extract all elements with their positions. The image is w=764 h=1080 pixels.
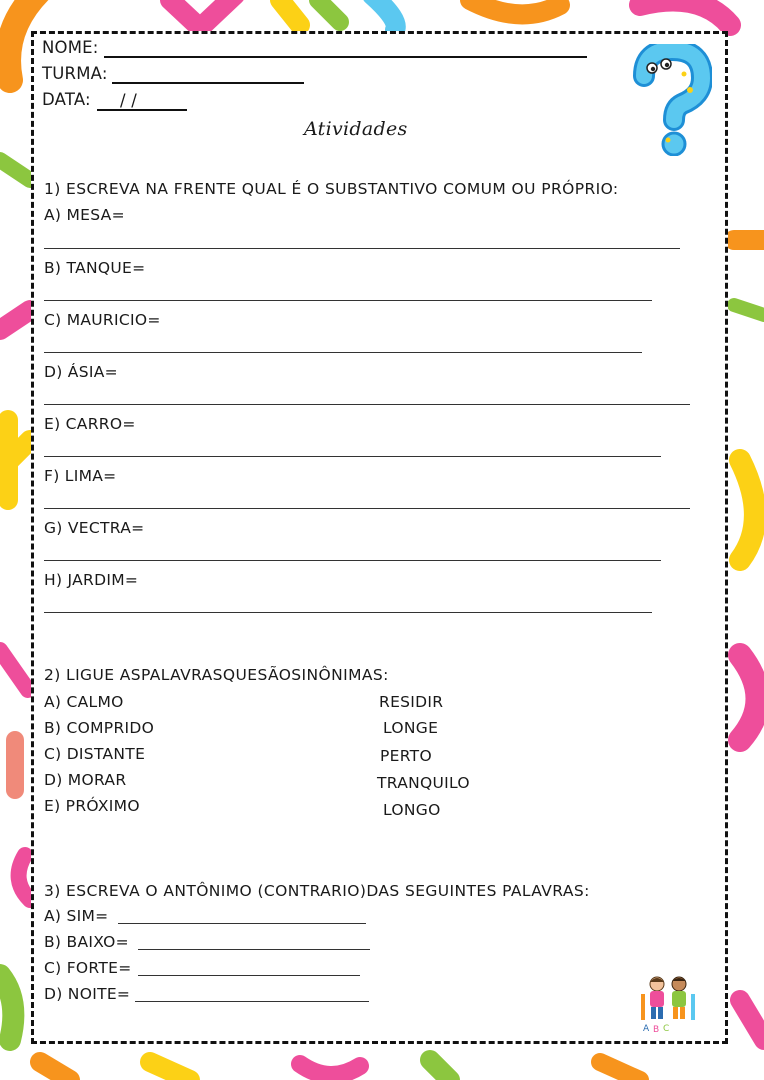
answer-line <box>44 248 680 249</box>
bg-letter-green-right <box>734 305 764 315</box>
q2-right-item: LONGE <box>383 719 439 737</box>
svg-text:A: A <box>643 1024 650 1034</box>
bg-letter-yellow-right <box>740 460 755 560</box>
date-slashes: / / <box>120 91 137 110</box>
q2-right-item: PERTO <box>380 747 432 765</box>
bg-letter-yellow-left <box>0 420 30 500</box>
q1-item: H) JARDIM= <box>44 571 139 589</box>
svg-text:B: B <box>653 1025 660 1034</box>
answer-line <box>44 560 661 561</box>
q2-right-item: RESIDIR <box>379 693 444 711</box>
answer-line <box>44 508 690 509</box>
answer-line <box>44 300 652 301</box>
answer-line <box>44 456 661 457</box>
answer-line <box>44 612 652 613</box>
bg-letter-pink-left-low <box>0 650 28 690</box>
q3-item: A) SIM= <box>44 907 109 925</box>
bg-letter-orange-bottom-right <box>600 1062 640 1080</box>
date-label: DATA: <box>42 90 91 109</box>
class-label: TURMA: <box>42 64 108 83</box>
class-line <box>112 82 304 84</box>
q3-item: C) FORTE= <box>44 959 132 977</box>
name-line <box>104 56 587 58</box>
q1-item: A) MESA= <box>44 206 125 224</box>
q2-prompt: 2) LIGUE ASPALAVRASQUESÃOSINÔNIMAS: <box>44 666 389 684</box>
answer-line <box>44 352 642 353</box>
bg-letter-pink-bottom-right <box>740 1000 764 1040</box>
q1-prompt: 1) ESCREVA NA FRENTE QUAL É O SUBSTANTIVO COMUM OU PRÓPRIO: <box>44 180 619 198</box>
q1-item: F) LIMA= <box>44 467 117 485</box>
answer-line <box>44 404 690 405</box>
q2-right-item: LONGO <box>383 801 441 819</box>
bg-letter-orange-top <box>470 0 560 14</box>
bg-letter-pink-bottom <box>300 1064 360 1075</box>
q2-left-item: A) CALMO <box>44 693 124 711</box>
kids-illustration-icon <box>637 974 701 1034</box>
bg-letter-pink-left-mid <box>19 855 30 900</box>
q1-item: G) VECTRA= <box>44 519 145 537</box>
bg-letter-pink-top <box>170 0 235 28</box>
q2-left-item: E) PRÓXIMO <box>44 797 140 815</box>
answer-line <box>118 923 366 924</box>
bg-letter-blue-top <box>372 0 396 30</box>
bg-letter-yellow-bottom <box>150 1062 190 1080</box>
worksheet <box>31 31 728 1044</box>
q2-left-item: B) COMPRIDO <box>44 719 155 737</box>
bg-letter-yellow-top <box>280 0 300 25</box>
answer-line <box>138 975 360 976</box>
answer-line <box>135 1001 369 1002</box>
bg-letter-green-left <box>0 160 30 180</box>
page-title: Atividades <box>304 118 408 140</box>
bg-letter-pink-left <box>0 310 30 330</box>
bg-letter-green-top <box>318 0 340 22</box>
q3-item: B) BAIXO= <box>44 933 129 951</box>
q2-right-item: TRANQUILO <box>377 774 470 792</box>
bg-letter-green-bottom <box>430 1060 450 1080</box>
q1-item: C) MAURICIO= <box>44 311 161 329</box>
bg-letter-pink-right <box>740 655 758 740</box>
q2-left-item: D) MORAR <box>44 771 127 789</box>
date-line <box>97 109 187 111</box>
bg-letter-orange-bottom <box>40 1062 70 1080</box>
q1-item: E) CARRO= <box>44 415 136 433</box>
q1-item: B) TANQUE= <box>44 259 146 277</box>
q1-item: D) ÁSIA= <box>44 363 118 381</box>
answer-line <box>138 949 370 950</box>
bg-letter-pink-top-right <box>640 1 730 26</box>
q3-prompt: 3) ESCREVA O ANTÔNIMO (CONTRARIO)DAS SEGUINTES PALAVRAS: <box>44 882 590 900</box>
name-label: NOME: <box>42 38 99 57</box>
bg-letter-green-bottom-left <box>0 975 13 1040</box>
q3-item: D) NOITE= <box>44 985 131 1003</box>
question-mark-icon <box>630 44 712 156</box>
q2-left-item: C) DISTANTE <box>44 745 146 763</box>
svg-text:C: C <box>663 1024 670 1034</box>
